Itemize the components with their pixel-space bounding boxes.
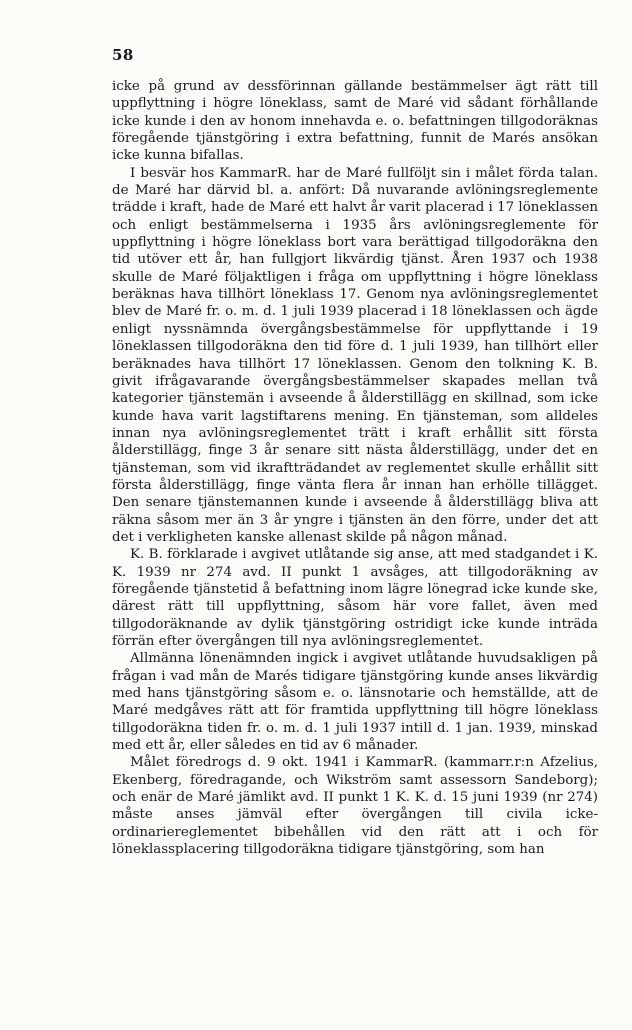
paragraph-1: icke på grund av dessförinnan gällande bestämmelser ägt rätt till uppflyttning i högre löneklass, samt de Maré vid sådant förhållande icke kunde i den av honom innehavda e. o. befattningen tillgodoräknas föregående tjänstgöring i extra befattning, funnit de Marés ansökan icke kunna bifallas.: [112, 79, 598, 164]
page-number: 58: [112, 46, 134, 64]
paragraph-2: I besvär hos KammarR. har de Maré fullföljt sin i målet förda talan. de Maré har därvid bl. a. anfört: Då nuvarande avlöningsreglemente trädde i kraft, hade de Maré ett halvt år varit placerad i 17 löneklassen och enligt bestämmelserna i 1935 års avlöningsreglemente för uppflyttning i högre löneklass bort vara berättigad tillgodoräkna den tid utöver ett år, han fullgjort likvärdig tjänst. Åren 1937 och 1938 skulle de Maré följaktligen i fråga om uppflyttning i högre löneklass beräknas hava tillhört löneklass 17. Genom nya avlöningsreglementet blev de Maré fr. o. m. d. 1 juli 1939 placerad i 18 löneklassen och ägde enligt nyssnämnda övergångsbestämmelse för uppflyttande i 19 löneklassen tillgodoräkna den tid före d. 1 juli 1939, han tillhört eller beräknades hava tillhört 17 löneklassen. Genom den tolkning K. B. givit ifrågavarande övergångsbestämmelser skapades mellan två kategorier tjänstemän i avseende å ålderstillägg en skillnad, som icke kunde hava varit lagstiftarens mening. En tjänsteman, som alldeles innan nya avlöningsreglementet trätt i kraft erhållit sitt första ålderstillägg, finge 3 år senare sitt nästa ålderstillägg, under det en tjänsteman, som vid ikraftträdandet av reglementet skulle erhållit sitt första ålderstillägg, finge vänta flera år innan han erhölle tillägget. Den senare tjänstemannen kunde i avseende å ålderstillägg bliva att räkna såsom mer än 3 år yngre i tjänsten än den förre, under det att det i verkligheten kanske allenast skilde på någon månad.: [112, 165, 598, 545]
paragraph-3: K. B. förklarade i avgivet utlåtande sig anse, att med stadgandet i K. K. 1939 nr 274 avd. II punkt 1 avsåges, att tillgodoräkning av föregående tjänstetid å befattning inom lägre lönegrad icke kunde ske, därest rätt till uppflyttning, såsom här vore fallet, även med tillgodoräknande av dylik tjänstgöring ostridigt icke kunde inträda förrän efter övergången till nya avlöningsreglementet.: [112, 547, 598, 649]
body-text: [112, 78, 598, 858]
paragraph-5: Målet föredrogs d. 9 okt. 1941 i KammarR. (kammarr.r:n Afzelius, Ekenberg, föredragande, och Wikström samt assessorn Sandeborg); och enär de Maré jämlikt avd. II punkt 1 K. K. d. 15 juni 1939 (nr 274) måste anses jämväl efter övergången till civila icke-ordinariereglementet bibehållen vid den rätt att i och för löneklassplacering tillgodoräkna tidigare tjänstgöring, som han: [112, 755, 598, 858]
paragraph-4: Allmänna lönenämnden ingick i avgivet utlåtande huvudsakligen på frågan i vad mån de Marés tidigare tjänstgöring kunde anses likvärdig med hans tjänstgöring såsom e. o. länsnotarie och hemställde, att de Maré medgåves rätt att för framtida uppflyttning till högre löneklass tillgodoräkna tiden fr. o. m. d. 1 juli 1937 intill d. 1 jan. 1939, minskad med ett år, eller således en tid av 6 månader.: [112, 651, 598, 754]
